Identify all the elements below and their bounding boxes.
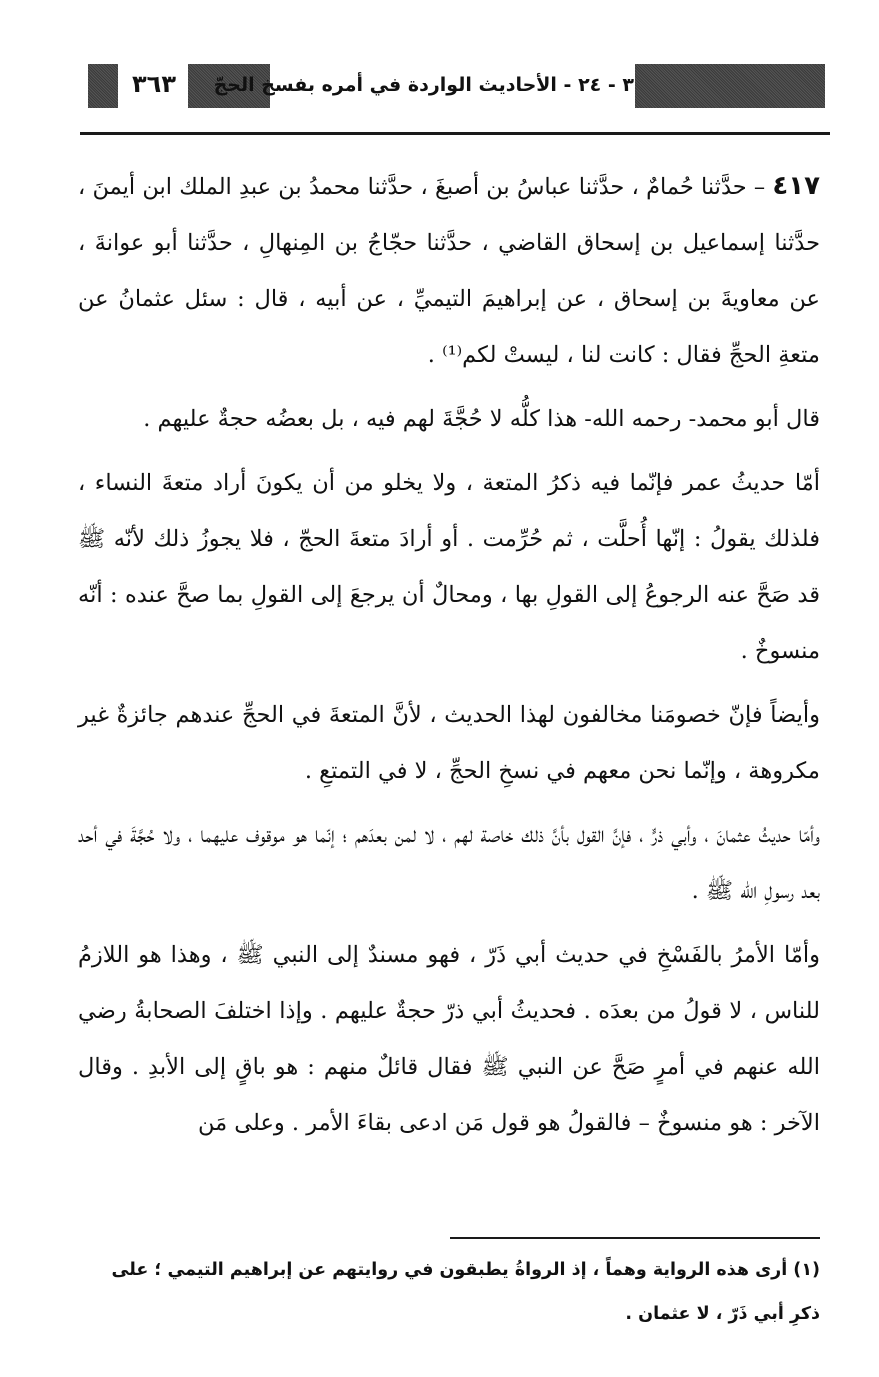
paragraph-text: وأيضاً فإنّ خصومَنا مخالفون لهذا الحديث ، لأنَّ المتعةَ في الحجِّ عندهم جائزةٌ غير مكروهة ، وإنّما نحن معهم في نسخِ الحجِّ ، لا في التمتعِ . xyxy=(78,702,820,784)
paragraph-text: – حدَّثنا حُمامٌ ، حدَّثنا عباسُ بن أصبغَ ، حدَّثنا محمدُ بن عبدِ الملك ابن أيمنَ ، حدَّثنا إسماعيل بن إسحاق القاضي ، حدَّثنا حجّاجُ بن المِنهالِ ، حدَّثنا أبو عوانةَ ، عن معاويةَ بن إسحاق ، عن إبراهيمَ التيميِّ ، عن أبيه ، قال : سئل عثمانُ عن متعةِ الحجِّ فقال : كانت لنا ، ليستْ لكم⁽¹⁾ . xyxy=(78,174,820,368)
page-number: ٣٦٣ xyxy=(132,70,176,98)
paragraph-text: قال أبو محمد- رحمه الله- هذا كلُّه لا حُجَّةَ لهم فيه ، بل بعضُه حجةٌ عليهم . xyxy=(143,406,820,432)
footnotes xyxy=(78,1248,820,1336)
header-rule xyxy=(80,132,830,135)
hadith-number: ٤١٧ xyxy=(772,171,820,201)
paragraph-text: وأمّا الأمرُ بالفَسْخِ في حديث أبي ذَرّ ، فهو مسندٌ إلى النبي ﷺ ، وهذا هو اللازمُ للناس ، لا قولُ من بعدَه . فحديثُ أبي ذرّ حجةٌ عليهم . وإذا اختلفَ الصحابةُ رضي الله عنهم في أمرٍ صَحَّ عن النبي ﷺ فقال قائلٌ منهم : هو باقٍ إلى الأبدِ . وقال الآخر : هو منسوخٌ – فالقولُ هو قول مَن ادعى بقاءَ الأمر . وعلى مَن xyxy=(78,942,820,1136)
body-text xyxy=(78,158,820,1151)
commentary-paragraph xyxy=(78,687,820,799)
header-shade-left xyxy=(88,64,118,108)
running-title: ٣ - ٢٤ - الأحاديث الواردة في أمره بفسخ الحجّ xyxy=(213,74,634,96)
paragraph-text: وأمّا حديثُ عثمانَ ، وأبي ذرٍّ ، فإنَّ القول بأنَّ ذلك خاصة لهم ، لا لمن بعدَهم ؛ إنّما هو موقوف عليهما ، ولا حُجَّةَ في أحد بعد رسولِ الله ﷺ . xyxy=(78,822,820,904)
header-shade-right xyxy=(635,64,825,108)
commentary-paragraph xyxy=(78,391,820,447)
footnote-separator xyxy=(450,1237,820,1239)
page-header xyxy=(80,58,830,110)
commentary-paragraph xyxy=(78,927,820,1151)
footnote: (١) أرى هذه الرواية وهماً ، إذ الرواةُ يطبقون في روايتهم عن إبراهيم التيمي ؛ على ذكرِ أبي ذَرّ ، لا عثمان . xyxy=(111,1260,820,1324)
hadith-paragraph xyxy=(78,158,820,383)
commentary-paragraph xyxy=(78,455,820,679)
commentary-paragraph xyxy=(78,807,820,919)
paragraph-text: أمّا حديثُ عمر فإنّما فيه ذكرُ المتعة ، ولا يخلو من أن يكونَ أراد متعةَ النساء ، فلذلك يقولُ : إنّها أُحلَّت ، ثم حُرِّمت . أو أرادَ متعةَ الحجّ ، فلا يجوزُ ذلك لأنّه ﷺ قد صَحَّ عنه الرجوعُ إلى القولِ بها ، ومحالٌ أن يرجعَ إلى القولِ بما صحَّ عنده : أنّه منسوخٌ . xyxy=(78,470,820,664)
